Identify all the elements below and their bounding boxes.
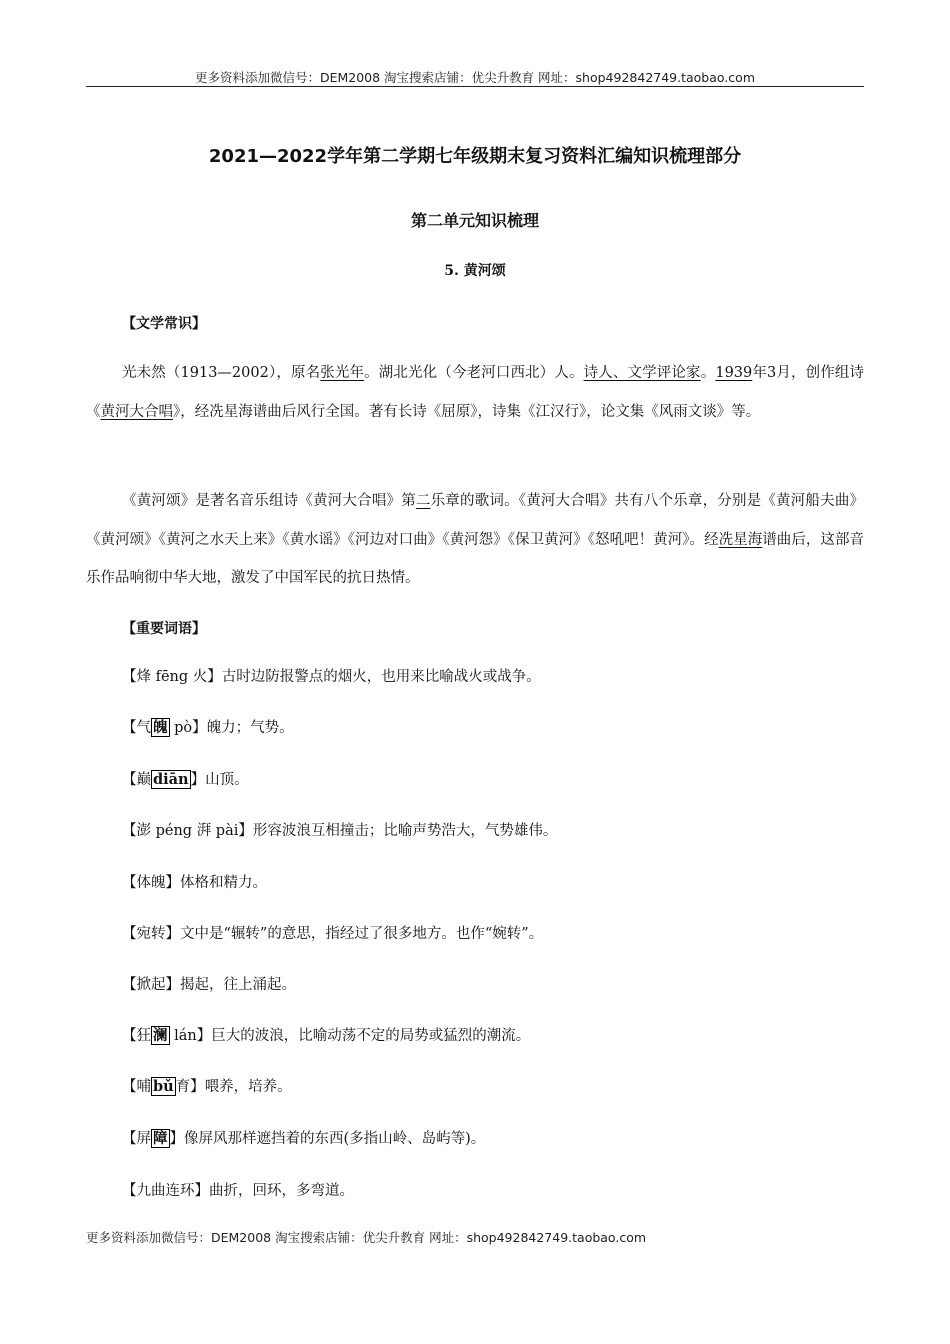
document-title: 2021—2022学年第二学期七年级期末复习资料汇编知识梳理部分	[208, 146, 742, 167]
section-heading-literary: 【文学常识】	[122, 316, 206, 332]
vocab-item: 【巅 diān 】山顶。	[122, 771, 249, 788]
vocab-item: 【屏 障 】像屏风那样遮挡着的东西(多指山岭、岛屿等)。	[122, 1130, 486, 1147]
vocab-item: 【哺 bǔ 育】喂养，培养。	[122, 1078, 292, 1095]
vocab-item: 【烽 fēng 火】古时边防报警点的烟火，也用来比喻战火或战争。	[122, 669, 541, 685]
literary-paragraph-2: 《黄河颂》是著名音乐组诗《黄河大合唱》第二乐章的歌词。《黄河大合唱》共有八个乐章，分别是《黄河船夫曲》《黄河颂》《黄河之水天上来》《黄水谣》《河边对口曲》《黄河怨》《保卫黄河》《怒吼吧！黄河》。经冼星海谱曲后，这部音乐作品响彻中华大地，激发了中国军民的抗日热情。	[86, 493, 865, 586]
vocab-item: 【宛转】文中是“辗转”的意思，指经过了很多地方。也作“婉转”。	[122, 926, 544, 942]
unit-subtitle: 第二单元知识梳理	[410, 211, 539, 230]
vocab-item: 【气 魄 pò】魄力；气势。	[122, 719, 294, 736]
vocab-item: 【掀起】揭起，往上涌起。	[122, 977, 296, 993]
vocab-item: 【九曲连环】曲折，回环，多弯道。	[122, 1183, 354, 1199]
vocab-item: 【澎 péng 湃 pài】形容波浪互相撞击；比喻声势浩大，气势雄伟。	[122, 823, 558, 839]
vocab-item: 【体魄】体格和精力。	[122, 875, 267, 891]
vocab-item: 【狂 澜 lán】巨大的波浪，比喻动荡不定的局势或猛烈的潮流。	[122, 1027, 531, 1044]
page-footer: 更多资料添加微信号：DEM2008 淘宝搜索店铺：优尖升教育 网址：shop492842749.taobao.com	[86, 1230, 647, 1245]
literary-paragraph-1: 光未然（1913—2002），原名张光年。湖北光化（今老河口西北）人。诗人、文学评论家。1939年3月，创作组诗《黄河大合唱》，经冼星海谱曲后风行全国。著有长诗《屈原》，诗集《江汉行》，论文集《风雨文谈》等。	[86, 365, 865, 420]
lesson-title: 5. 黄河颂	[444, 263, 506, 279]
section-heading-vocab: 【重要词语】	[122, 621, 206, 637]
page-header: 更多资料添加微信号：DEM2008 淘宝搜索店铺：优尖升教育 网址：shop492842749.taobao.com	[194, 70, 756, 85]
header-divider	[86, 86, 864, 87]
